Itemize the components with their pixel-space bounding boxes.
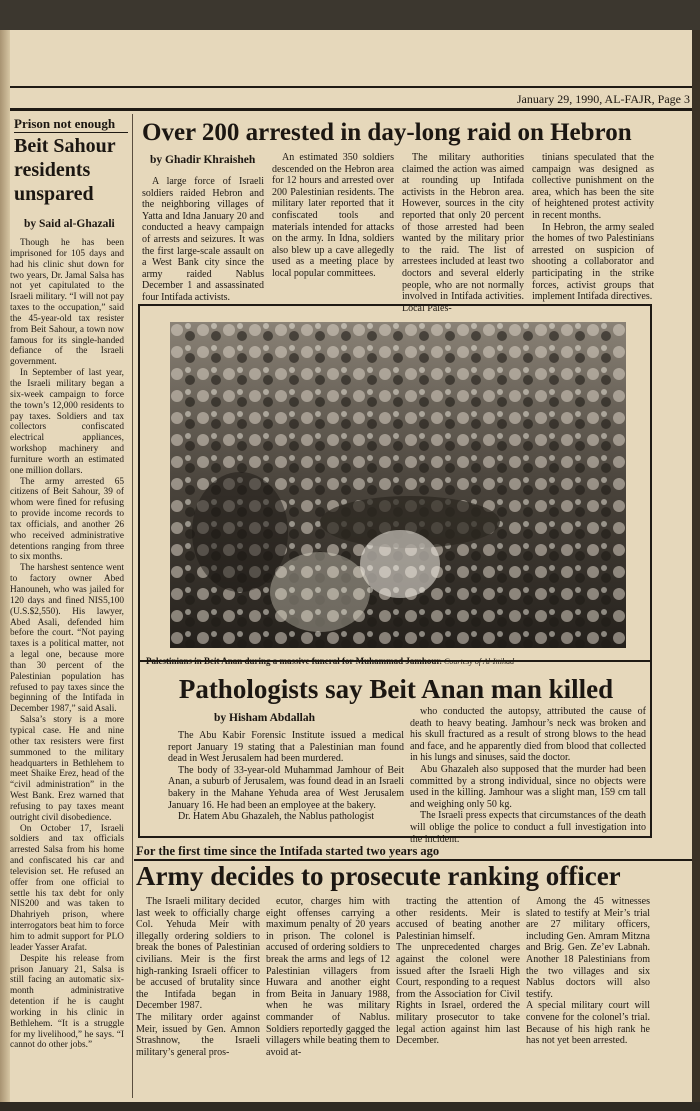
page-header: January 29, 1990, AL-FAJR, Page 3 <box>516 92 690 106</box>
beit-anan-paragraph: who conducted the autopsy, attributed the cause of death to heavy beating. Jamhour’s neck was broken and his skull fractured as a result of strong blows to the head and face, and he apparently died from blood that collected in his lungs and sinuses, said the doctor. <box>410 706 646 764</box>
hebron-col3 <box>402 152 524 314</box>
army-kicker: For the first time since the Intifada started two years ago <box>136 844 440 858</box>
hebron-headline: Over 200 arrested in day-long raid on Hebron <box>142 119 632 146</box>
left-paragraph: In September of last year, the Israeli military began a six-week campaign to force the town’s 12,000 residents to pay taxes. Soldiers and tax collectors confiscated electrical appliances, workshop machinery and furniture worth an estimated one million dollars. <box>10 368 124 476</box>
army-headline: Army decides to prosecute ranking officer <box>136 861 621 891</box>
beit-anan-headline: Pathologists say Beit Anan man killed <box>178 674 614 704</box>
army-col3 <box>396 896 520 1047</box>
beit-anan-paragraph: The body of 33-year-old Muhammad Jamhour of Beit Anan, a suburb of Jerusalem, was found dead in an Israeli bakery in the Mahane Yehuda area of West Jerusalem January 16. He had been an employee at the bakery. <box>168 764 404 811</box>
hebron-col4 <box>532 152 654 303</box>
army-col2-text: ecutor, charges him with eight offenses carrying a maximum penalty of 20 years in prison. The colonel is accused of ordering soldiers to break the arms and legs of 12 Palestinian villagers from Huwara and another eight from Beita in January 1988, when he was military commander of Nablus. Soldiers reportedly gagged the villagers while beating them to avoid at- <box>266 896 390 1058</box>
left-paragraph: Though he has been imprisoned for 105 days and had his clinic shut down for two years, Dr. Jamal Salsa has not yet capitulated to the Israeli military. “I will not pay taxes to the occupation,” said the 45-year-old tax resister from Beit Sahour, a town now famous for its single-handed defiance of the Israeli government. <box>10 238 124 368</box>
left-story-kicker: Prison not enough <box>14 116 116 131</box>
left-paragraph: Salsa’s story is a more typical case. He and nine other tax resisters were first summoned to the military headquarters in Bethlehem to meet Shaike Erez, head of the “civil administration” in the West Bank. Erez warned that refusing to pay taxes meant outright civil disobedience. <box>10 715 124 823</box>
newspaper-page <box>0 30 692 1102</box>
column-divider <box>132 114 133 1098</box>
army-col1-text: The Israeli military decided last week to officially charge Col. Yehuda Meir with illegally ordering soldiers to break the bones of Palestinian civilians. Meir is the first high-ranking Israeli officer to be accused of brutality since the Intifada began in December 1987. The military order against Meir, issued by Gen. Amnon Strashnow, the Israeli military’s general pros- <box>136 896 260 1058</box>
header-rule-thick <box>10 108 692 111</box>
hebron-col2-text: An estimated 350 soldiers descended on the Hebron area for 12 hours and arrested over 200 Palestinian residents. The military later reported that it confiscated tools and materials intended for attacks on the army. In Idna, soldiers also blew up a cave allegedly used as a meeting place by local popular committees. <box>272 152 394 279</box>
army-col4-text: Among the 45 witnesses slated to testify at Meir’s trial are 27 military officers, including Gen. Amram Mitzna and Brig. Gen. Ze’ev Labnah. Another 18 Palestinians from the two villages and six Nablus doctors will also testify. A special military court will convene for the colonel’s trial. Because of his high rank he has not yet been arrested. <box>526 896 650 1047</box>
left-story-headline: Beit Sahour residents unspared <box>14 135 116 205</box>
hebron-col3-text: The military authorities claimed the action was aimed at rounding up Intifada activists in the Hebron area. However, sources in the city reported that only 20 percent of those arrested had been wanted by the military prior to the raid. The list of arrestees included at least two doctors and several elderly people, who are not normally involved in Intifada activities. Local Pales- <box>402 152 524 314</box>
left-paragraph: The army arrested 65 citizens of Beit Sahour, 39 of whom were fined for refusing to provide income records to tax officials, and another 26 who received administrative detentions ranging from three to six months. <box>10 476 124 563</box>
army-col4 <box>526 896 650 1047</box>
facing-page-edge <box>0 30 10 1102</box>
left-story-byline: by Said al-Ghazali <box>24 218 115 230</box>
army-col1 <box>136 896 260 1058</box>
left-paragraph: The harshest sentence went to factory owner Abed Hanouneh, who was jailed for 120 days and fined NIS5,100 (U.S.$2,550). His lawyer, Abed Asali, defended him before the court. “Not paying taxes is a political matter, not a legal one, because more than 30 percent of the Palestinian population has refused to pay taxes since the beginning of the Intifada in December 1987,” said Asali. <box>10 563 124 715</box>
beit-anan-byline: by Hisham Abdallah <box>214 712 315 724</box>
scan-border-bottom <box>0 1102 700 1111</box>
photo-credit: Courtesy of Al-Ittihad <box>444 657 515 666</box>
funeral-photo <box>170 322 626 648</box>
hebron-col4-text: tinians speculated that the campaign was designed as collective punishment on the area, which has been the site of heightened protest activity in recent months. <box>532 152 654 221</box>
scan-border-top <box>0 0 700 30</box>
beit-anan-col1 <box>168 730 404 823</box>
hebron-byline: by Ghadir Khraisheh <box>150 154 256 166</box>
beit-anan-paragraph: Dr. Hatem Abu Ghazaleh, the Nablus pathologist <box>178 811 375 823</box>
hebron-col4b-text: In Hebron, the army sealed the homes of two Palestinians arrested on suspicion of shooting a collaborator and participating in the strike forces, activist groups that implement Intifada directives. <box>532 221 654 303</box>
hebron-col1 <box>142 176 264 304</box>
kicker-rule <box>14 132 128 133</box>
crowd-image <box>170 322 626 648</box>
army-col2 <box>266 896 390 1058</box>
hebron-col1-text: A large force of Israeli soldiers raided Hebron and the neighboring villages of Yatta and Idna January 20 and conducted a heavy campaign of arrests and seizures. It was the first large-scale assault on a West Bank city since the army raided Nablus December 1 and assassinated four Intifada activists. <box>142 176 264 303</box>
left-paragraph: On October 17, Israeli soldiers and tax officials arrested Salsa from his home and confiscated his car and television set. He refused an offer from one official to settle his tax debt for only NIS200 and was taken to Dhahriyeh prison, where interrogators beat him to force him to admit support for PLO leader Yasser Arafat. <box>10 823 124 953</box>
beit-anan-col2 <box>410 706 646 845</box>
beit-anan-paragraph: Abu Ghazaleh also supposed that the murder had been committed by a strong individual, since no objects were used in the killing. Jamhour was a slight man, 159 cm tall and weighing only 50 kg. <box>410 763 646 810</box>
left-paragraph: Despite his release from prison January 21, Salsa is still facing an automatic six-month administrative detention if he is caught working in his clinic in Bethlehem. “It is a struggle for my livelihood,” he says. “I cannot do other jobs.” <box>10 953 124 1051</box>
photo-caption: Palestinians in Beit Anan during a massive funeral for Muhammad Jamhour. <box>146 656 442 666</box>
beit-anan-paragraph: The Israeli press expects that circumstances of the death will oblige the police to conduct a full investigation into the incident. <box>410 810 646 845</box>
left-story-body <box>10 238 124 1098</box>
beit-anan-paragraph: The Abu Kabir Forensic Institute issued a medical report January 19 stating that a Palestinian man found dead in West Jerusalem had been murdered. <box>168 730 404 765</box>
hebron-col2 <box>272 152 394 280</box>
army-col3-text: tracting the attention of other residents. Meir is accused of beating another Palestinian himself. The unprecedented charges against the colonel were issued after the Israeli High Court, responding to a request from the Association for Civil Rights in Israel, ordered the military prosecutor to take legal action against him last December. <box>396 896 520 1047</box>
header-rule <box>10 86 692 88</box>
